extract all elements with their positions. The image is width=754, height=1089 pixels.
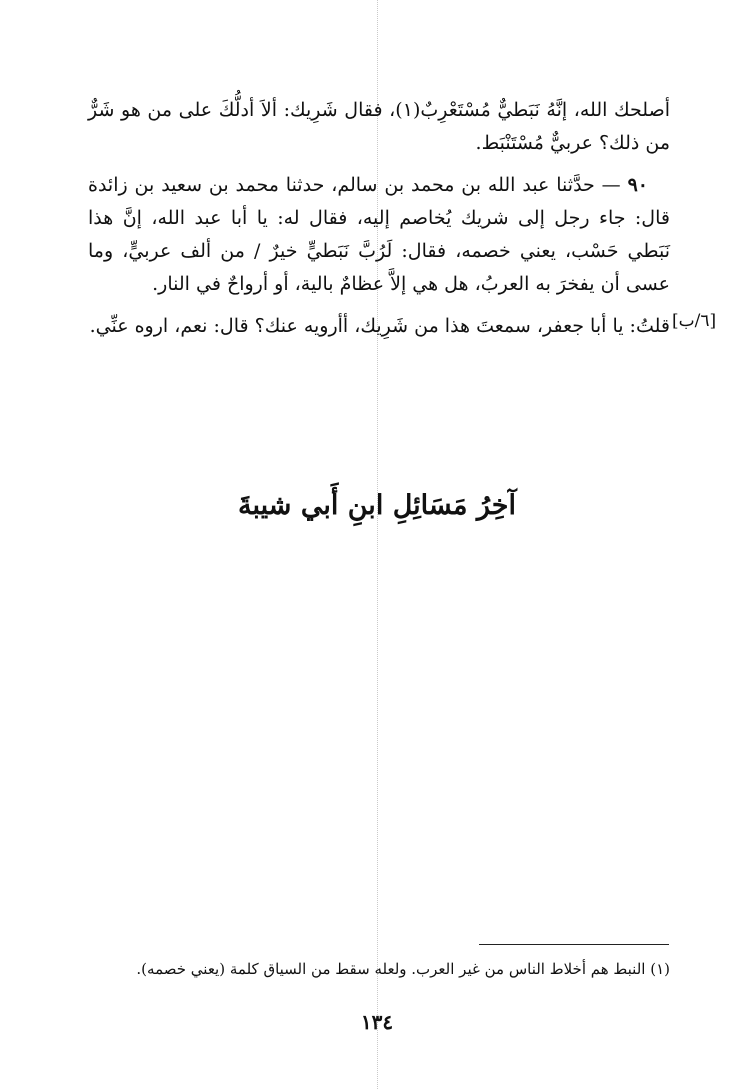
manuscript-folio-reference: [٦/ب]	[672, 311, 717, 331]
paragraph-2	[88, 169, 670, 301]
main-text	[88, 94, 670, 352]
paragraph-1: أصلحك الله، إنَّهُ نَبَطيٌّ مُسْتَعْرِبٌ(١)، فقال شَرِيك: ألاَ أدلُّكَ على من هو شَرٌّ من ذلك؟ عربيٌّ مُسْتَنْبَط.	[88, 99, 670, 154]
closing-title: آخِرُ مَسَائِلِ ابنِ أَبي شيبةَ	[238, 490, 516, 521]
paragraph-2-text: — حدَّثنا عبد الله بن محمد بن سالم، حدثنا محمد بن سعيد بن زائدة قال: جاء رجل إلى شريك يُخاصم إليه، فقال له: يا أبا عبد الله، إنَّ هذا نَبَطي حَسْب، يعني خصمه، فقال: لَرُبَّ نَبَطيٍّ خيرٌ / من ألف عربيٍّ، وما عسى أن يفخرَ به العربُ، هل هي إلاَّ عظامٌ بالية، أو أرواحٌ في النار.	[88, 174, 670, 295]
footnote: (١) النبط هم أخلاط الناس من غير العرب. ولعله سقط من السياق كلمة (يعني خصمه).	[136, 960, 670, 978]
paragraph-3: قلتُ: يا أبا جعفر، سمعتَ هذا من شَرِيك، أأرويه عنك؟ قال: نعم، اروه عنِّي.	[89, 315, 670, 337]
footnote-separator	[479, 944, 669, 945]
hadith-number: ٩٠	[627, 174, 648, 196]
page-number: ١٣٤	[360, 1010, 394, 1034]
